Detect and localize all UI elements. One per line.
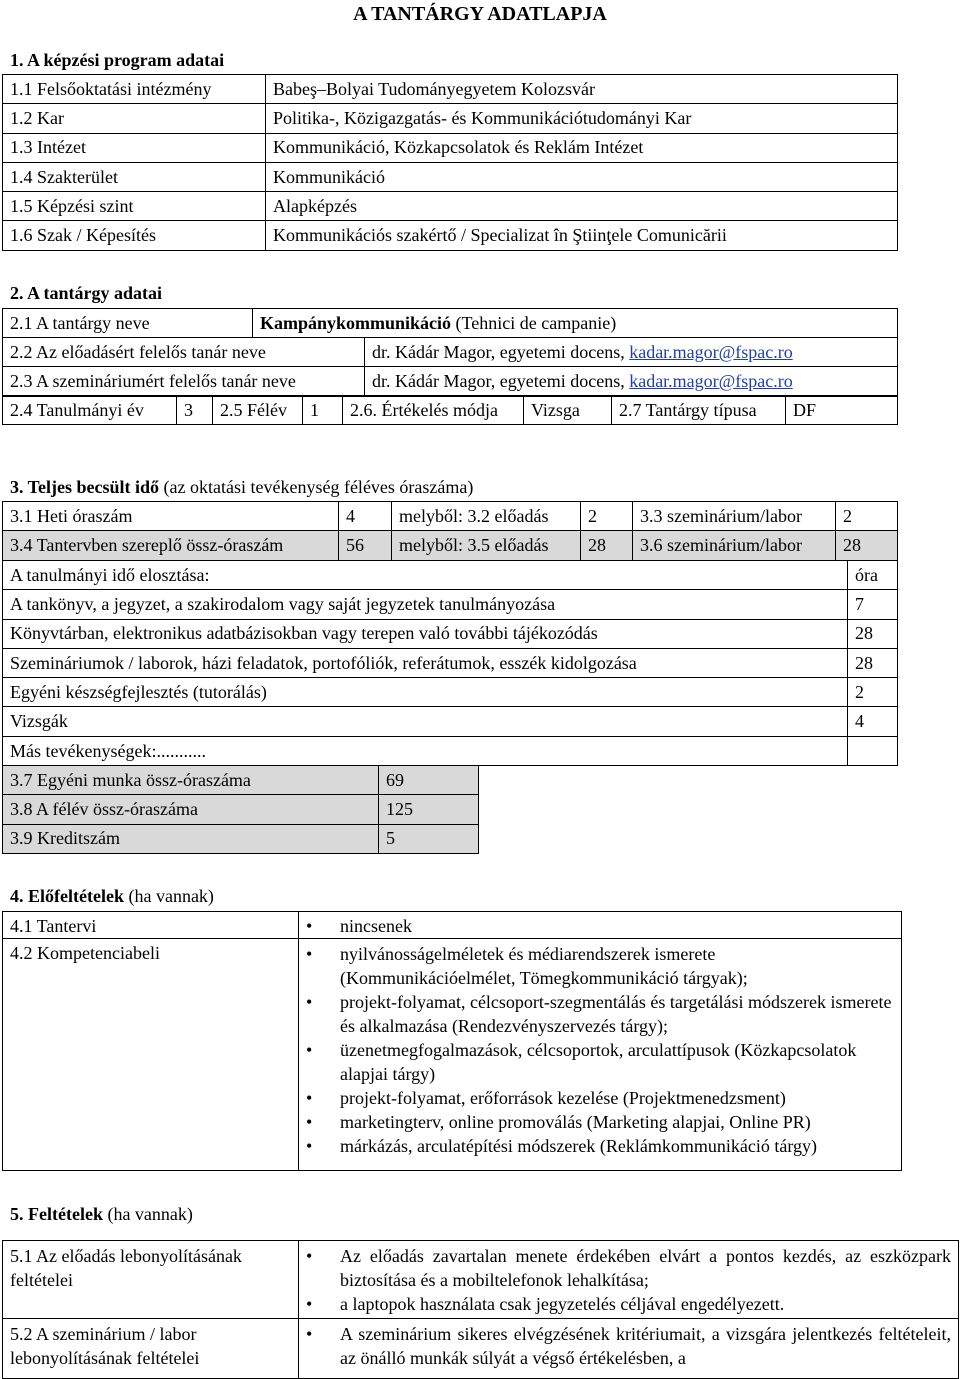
activity-label: Más tevékenységek:...........: [3, 736, 848, 765]
total-lecture-value: 28: [581, 531, 633, 560]
weekly-lecture-value: 2: [581, 502, 633, 531]
lecturer-label: 2.2 Az előadásért felelős tanár neve: [3, 338, 365, 367]
activity-label: A tankönyv, a jegyzet, a szakirodalom vagy saját jegyzetek tanulmányozása: [3, 590, 848, 619]
semester-value: 1: [303, 396, 343, 425]
lecture-conditions-list: [299, 1241, 959, 1319]
total-hours-label: 3.4 Tantervben szereplő össz-óraszám: [3, 531, 339, 560]
program-field-label: 1.1 Felsőoktatási intézmény: [3, 75, 266, 104]
table-row: [3, 824, 479, 853]
list-item: • márkázás, arculatépítési módszerek (Reklámkommunikáció tárgy): [306, 1134, 894, 1158]
activity-label: Egyéni készségfejlesztés (tutorálás): [3, 678, 848, 707]
table-row: [3, 707, 898, 736]
weekly-hours-value: 4: [339, 502, 392, 531]
table-row: [3, 162, 898, 191]
competence-prereq-list: [299, 939, 902, 1171]
teachers-table: [2, 337, 898, 397]
activity-hours: 2: [848, 678, 898, 707]
year-label: 2.4 Tanulmányi év: [3, 396, 177, 425]
activity-label: Szemináriumok / laborok, házi feladatok, portofóliók, referátumok, esszék kidolgozása: [3, 648, 848, 677]
program-field-label: 1.2 Kar: [3, 104, 266, 133]
table-row: [3, 795, 479, 824]
year-value: 3: [177, 396, 213, 425]
activity-label: Vizsgák: [3, 707, 848, 736]
program-field-value: Babeş–Bolyai Tudományegyetem Kolozsvár: [266, 75, 898, 104]
total-seminar-label: 3.6 szeminárium/labor: [633, 531, 836, 560]
conditions-table: [2, 1240, 959, 1379]
page-title: A TANTÁRGY ADATLAPJA: [353, 3, 607, 25]
activity-hours: [848, 736, 898, 765]
curriculum-prereq-list: [299, 912, 902, 939]
list-item: • projekt-folyamat, erőforrások kezelése (Projektmenedzsment): [306, 1086, 894, 1110]
table-row: [3, 192, 898, 221]
program-field-value: Kommunikáció: [266, 162, 898, 191]
activity-hours: 28: [848, 648, 898, 677]
program-field-value: Kommunikáció, Közkapcsolatok és Reklám Intézet: [266, 133, 898, 162]
prerequisites-table: [2, 911, 902, 1171]
total-label: 3.7 Egyéni munka össz-óraszáma: [3, 766, 379, 795]
program-data-table: [2, 74, 898, 251]
subject-info-table: [2, 395, 898, 425]
weekly-hours-label: 3.1 Heti óraszám: [3, 502, 339, 531]
weekly-seminar-label: 3.3 szeminárium/labor: [633, 502, 836, 531]
distribution-label: A tanulmányi idő elosztása:: [3, 561, 848, 590]
study-time-table: [2, 560, 898, 766]
lecturer-email-link[interactable]: kadar.magor@fspac.ro: [629, 341, 793, 362]
subject-type-value: DF: [786, 396, 898, 425]
table-row: [3, 648, 898, 677]
weekly-lecture-label: melyből: 3.2 előadás: [392, 502, 581, 531]
table-row: [3, 75, 898, 104]
hours-table: [2, 501, 898, 561]
subject-name-table: [2, 308, 898, 338]
section-1-heading: 1. A képzési program adatai: [10, 50, 225, 70]
table-row: [3, 736, 898, 765]
program-field-label: 1.4 Szakterület: [3, 162, 266, 191]
table-row: [3, 104, 898, 133]
seminar-conditions-list: [299, 1319, 959, 1379]
total-label: 3.9 Kreditszám: [3, 824, 379, 853]
semester-label: 2.5 Félév: [213, 396, 303, 425]
activity-label: Könyvtárban, elektronikus adatbázisokban vagy terepen való további tájékozódás: [3, 619, 848, 648]
table-row: [3, 590, 898, 619]
list-item: • üzenetmegfogalmazások, célcsoportok, arculattípusok (Közkapcsolatok alapjai tárgy): [306, 1038, 894, 1086]
list-item: • a laptopok használata csak jegyzetelés céljával engedélyezett.: [306, 1292, 951, 1316]
table-row: [3, 678, 898, 707]
list-item: • nyilvánosságelméletek és médiarendszerek ismerete (Kommunikációelmélet, Tömegkommunikáció tárgyak);: [306, 942, 894, 990]
activity-hours: 7: [848, 590, 898, 619]
program-field-label: 1.5 Képzési szint: [3, 192, 266, 221]
seminar-teacher-label: 2.3 A szemináriumért felelős tanár neve: [3, 367, 365, 396]
total-label: 3.8 A félév össz-óraszáma: [3, 795, 379, 824]
list-item: • projekt-folyamat, célcsoport-szegmentálás és targetálási módszerek ismerete és alkalmazása (Rendezvényszervezés tárgy);: [306, 990, 894, 1038]
list-item: • nincsenek: [306, 914, 894, 938]
seminar-email-link[interactable]: kadar.magor@fspac.ro: [629, 371, 793, 392]
total-seminar-value: 28: [836, 531, 898, 560]
subject-name-label: 2.1 A tantárgy neve: [3, 309, 253, 338]
evaluation-label: 2.6. Értékelés módja: [343, 396, 524, 425]
lecturer-value: dr. Kádár Magor, egyetemi docens, kadar.magor@fspac.ro: [365, 338, 898, 367]
table-row: [3, 133, 898, 162]
total-lecture-label: melyből: 3.5 előadás: [392, 531, 581, 560]
section-4-heading: 4. Előfeltételek (ha vannak): [10, 886, 214, 906]
program-field-value: Alapképzés: [266, 192, 898, 221]
program-field-value: Kommunikációs szakértő / Specializat în Ştiinţele Comunicării: [266, 221, 898, 250]
totals-table: [2, 765, 479, 854]
seminar-teacher-value: dr. Kádár Magor, egyetemi docens, kadar.magor@fspac.ro: [365, 367, 898, 396]
curriculum-prereq-label: 4.1 Tantervi: [3, 912, 299, 939]
total-value: 69: [379, 766, 479, 795]
program-field-value: Politika-, Közigazgatás- és Kommunikációtudományi Kar: [266, 104, 898, 133]
evaluation-value: Vizsga: [524, 396, 612, 425]
subject-name-value: Kampánykommunikáció (Tehnici de campanie): [253, 309, 898, 338]
list-item: • marketingterv, online promoválás (Marketing alapjai, Online PR): [306, 1110, 894, 1134]
program-field-label: 1.3 Intézet: [3, 133, 266, 162]
table-row: [3, 766, 479, 795]
total-value: 125: [379, 795, 479, 824]
total-value: 5: [379, 824, 479, 853]
competence-prereq-label: 4.2 Kompetenciabeli: [3, 939, 299, 1171]
activity-hours: 4: [848, 707, 898, 736]
distribution-unit: óra: [848, 561, 898, 590]
list-item: • Az előadás zavartalan menete érdekében elvárt a pontos kezdés, az eszközpark biztosítása és a mobiltelefonok lehalkítása;: [306, 1244, 951, 1292]
table-row: [3, 221, 898, 250]
section-2-heading: 2. A tantárgy adatai: [10, 283, 163, 303]
section-3-heading: 3. Teljes becsült idő (az oktatási tevékenység féléves óraszáma): [10, 477, 474, 497]
program-field-label: 1.6 Szak / Képesítés: [3, 221, 266, 250]
subject-type-label: 2.7 Tantárgy típusa: [612, 396, 786, 425]
table-row: [3, 619, 898, 648]
seminar-conditions-label: 5.2 A szeminárium / labor lebonyolításának feltételei: [3, 1319, 299, 1379]
total-hours-value: 56: [339, 531, 392, 560]
activity-hours: 28: [848, 619, 898, 648]
lecture-conditions-label: 5.1 Az előadás lebonyolításának feltételei: [3, 1241, 299, 1319]
list-item: • A szeminárium sikeres elvégzésének kritériumait, a vizsgára jelentkezés feltételeit, az önálló munkák súlyát a végső értékelésben, a: [306, 1322, 951, 1370]
weekly-seminar-value: 2: [836, 502, 898, 531]
section-5-heading: 5. Feltételek (ha vannak): [10, 1204, 193, 1224]
